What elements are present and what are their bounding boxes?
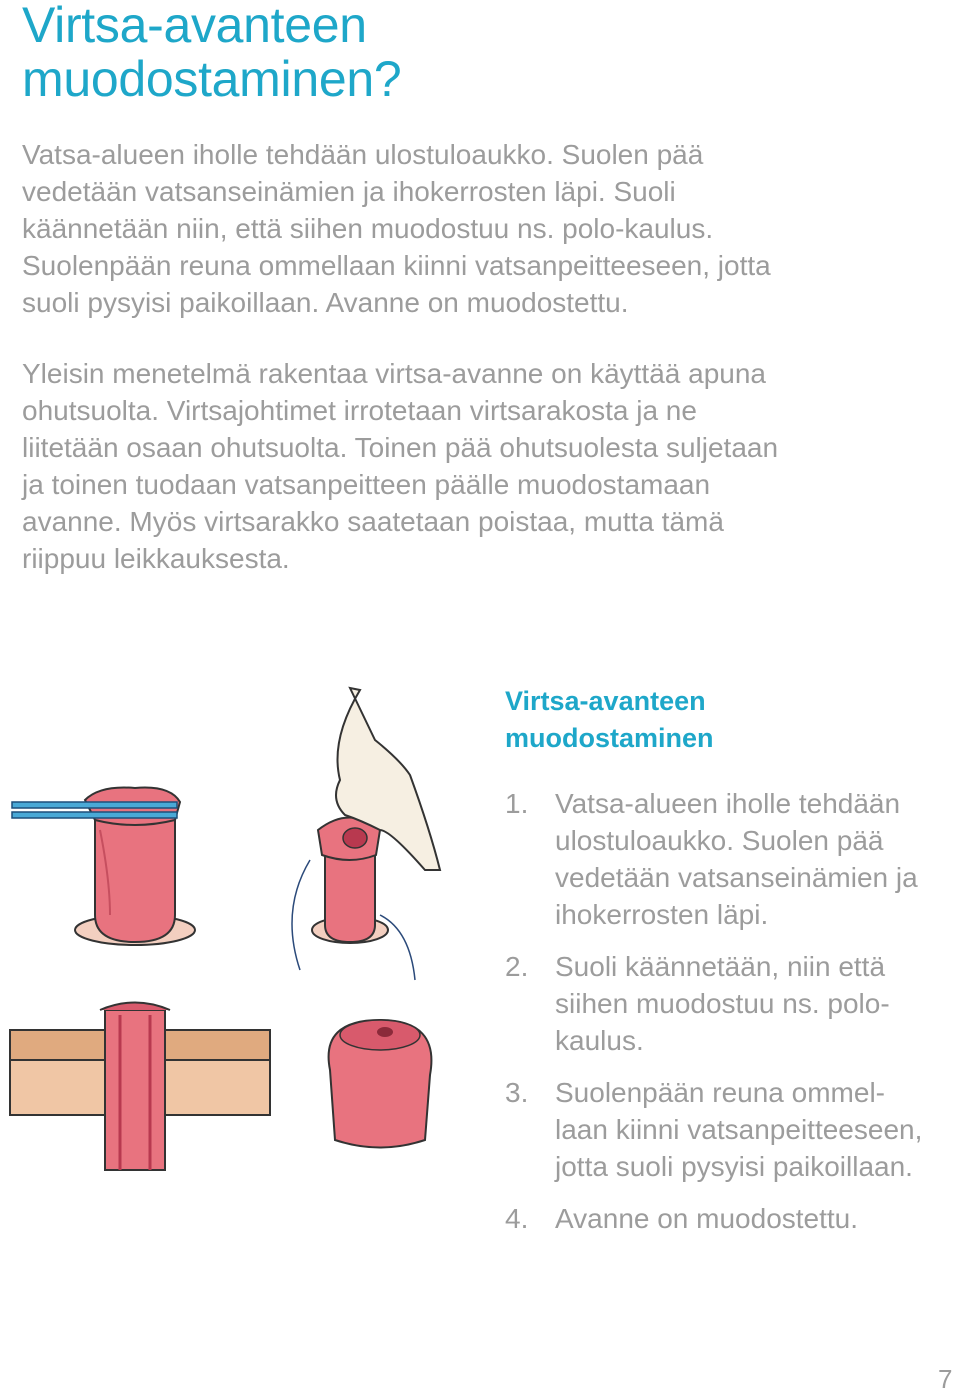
step-line: kaulus.: [555, 1025, 644, 1056]
step-line: Avanne on muodostettu.: [555, 1203, 859, 1234]
text-line: ohutsuolta. Virtsajohtimet irrotetaan virtsarakosta ja ne: [22, 395, 697, 426]
intro-paragraph: [22, 136, 852, 321]
steps-panel: [505, 683, 955, 1252]
text-line: Yleisin menetelmä rakentaa virtsa-avanne on käyttää apuna: [22, 358, 766, 389]
step-text: [555, 948, 890, 1059]
method-paragraph: [22, 355, 852, 577]
heading-line: muodostaminen: [505, 723, 714, 753]
page-number: 7: [938, 1364, 953, 1394]
step-line: vedetään vatsanseinämien ja: [555, 862, 918, 893]
text-line: Vatsa-alueen iholle tehdään ulostuloaukko. Suolen pää: [22, 139, 704, 170]
step-line: siihen muodostuu ns. polo-: [555, 988, 890, 1019]
text-line: liitetään osaan ohutsuolta. Toinen pää ohutsuolesta suljetaan: [22, 432, 779, 463]
step-line: Suoli käännetään, niin että: [555, 951, 886, 982]
heading-line: Virtsa-avanteen: [505, 686, 706, 716]
step-item: [505, 1074, 955, 1185]
step-text: [555, 1074, 922, 1185]
step-text: [555, 785, 918, 933]
title-line: muodostaminen?: [22, 51, 402, 107]
step-number: 3.: [505, 1077, 529, 1108]
step-number: 1.: [505, 788, 529, 819]
text-line: riippuu leikkauksesta.: [22, 543, 290, 574]
step-line: ulostuloaukko. Suolen pää: [555, 825, 884, 856]
text-line: avanne. Myös virtsarakko saatetaan poistaa, mutta tämä: [22, 506, 724, 537]
steps-heading: [505, 683, 955, 757]
step-line: laan kiinni vatsanpeitteeseen,: [555, 1114, 923, 1145]
step-line: Suolenpään reuna ommel-: [555, 1077, 885, 1108]
step-line: ihokerrosten läpi.: [555, 899, 769, 930]
page-title: [22, 0, 401, 106]
cross-section-illustration: [10, 1003, 270, 1171]
step-item: [505, 785, 955, 933]
stoma-illustration: [0, 680, 490, 1200]
step-number: 4.: [505, 1203, 529, 1234]
step-item: [505, 1200, 955, 1237]
step-line: jotta suoli pysyisi paikoillaan.: [555, 1151, 913, 1182]
text-line: käännetään niin, että siihen muodostuu ns. polo-kaulus.: [22, 213, 714, 244]
step-text: [555, 1200, 858, 1237]
forceps-step-illustration: [12, 788, 195, 946]
text-line: suoli pysyisi paikoillaan. Avanne on muodostettu.: [22, 287, 629, 318]
hand-step-illustration: [292, 688, 440, 980]
title-line: Virtsa-avanteen: [22, 0, 367, 53]
text-line: vedetään vatsanseinämien ja ihokerrosten läpi. Suoli: [22, 176, 676, 207]
step-item: [505, 948, 955, 1059]
text-line: Suolenpään reuna ommellaan kiinni vatsanpeitteeseen, jotta: [22, 250, 771, 281]
step-number: 2.: [505, 951, 529, 982]
finished-stoma-illustration: [329, 1020, 432, 1148]
step-line: Vatsa-alueen iholle tehdään: [555, 788, 901, 819]
text-line: ja toinen tuodaan vatsanpeitteen päälle muodostamaan: [22, 469, 711, 500]
